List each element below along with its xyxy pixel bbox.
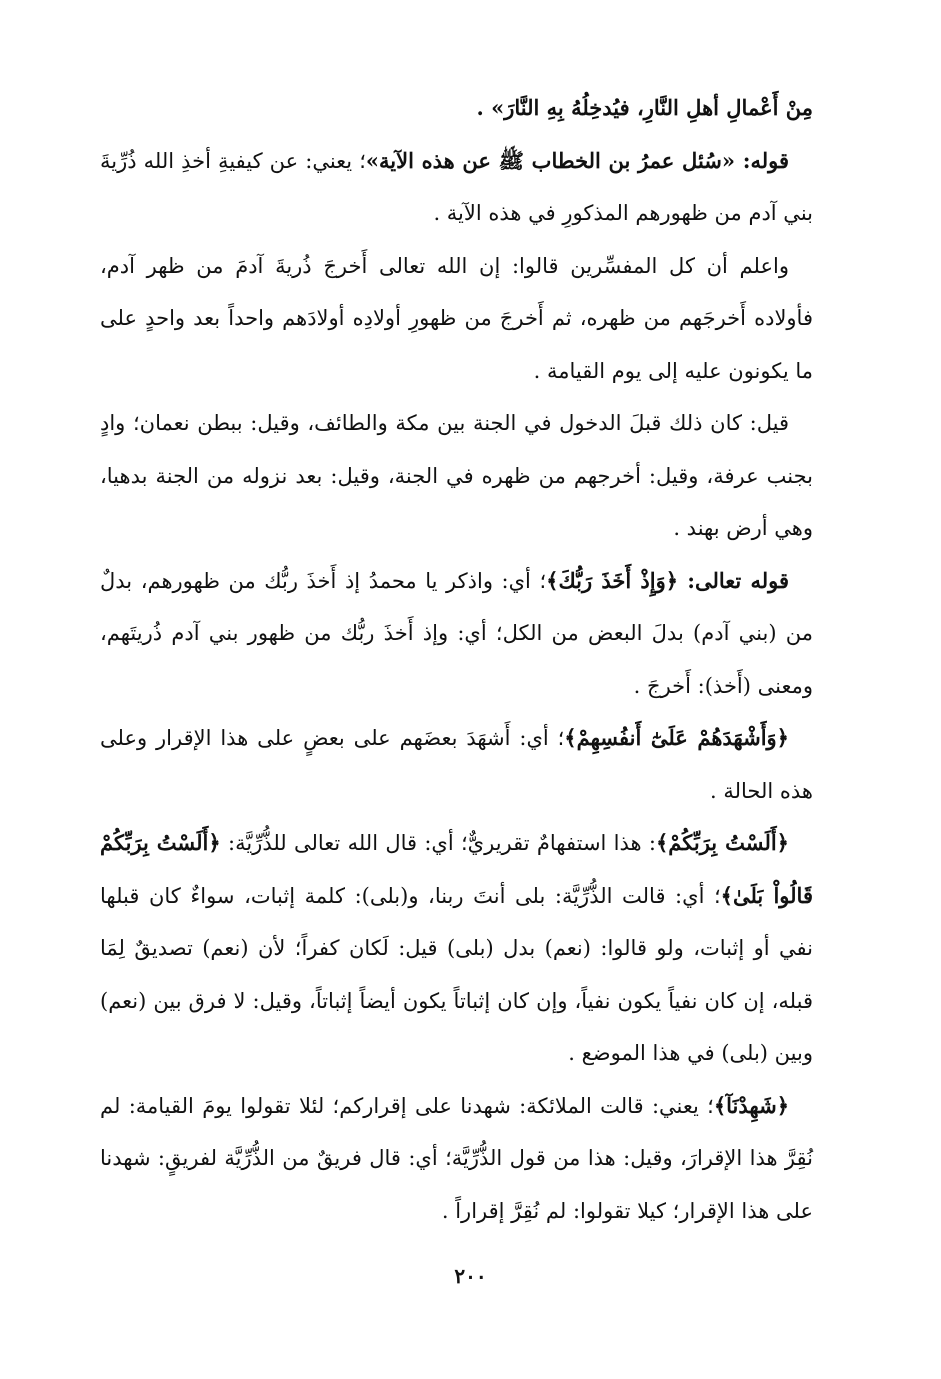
paragraph-3: [100, 397, 813, 555]
commentary-text: واعلم أن كل المفسِّرين قالوا: إن الله تعالى أَخرجَ ذُريةَ آدمَ من ظهر آدم، فأولاده أَخرجَهم من ظهره، ثم أَخرجَ من ظهورِ أولادِه أولادَهم واحداً بعد واحدٍ على ما يكونون عليه إلى يوم القيامة .: [100, 253, 813, 383]
commentary-text: ؛ أي: أَشهَدَ بعضَهم على بعضٍ على هذا الإقرار وعلى هذه الحالة .: [100, 726, 813, 803]
commentary-text: ؛ أي: واذكر يا محمدُ إذ أَخذَ ربُّك من ظهورهم، بدلٌ من (بني آدم) بدلَ البعض من الكل؛ أي: وإذ أَخذَ ربُّك من ظهور بني آدم ذُريتَهم، ومعنى (أَخذ): أَخرجَ .: [100, 568, 813, 698]
commentary-text: قيل: كان ذلك قبلَ الدخول في الجنة بين مكة والطائف، وقيل: ببطن نعمان؛ وادٍ بجنب عرفة، وقيل: أخرجهم من ظهره في الجنة، وقيل: بعد نزوله من الجنة بدهيا، وهي أرض بهند .: [100, 411, 813, 540]
paragraph-2: [100, 240, 813, 398]
commentary-text: ؛ أي: قالت الذُّرِّيَّة: بلى أنتَ ربنا، و(بلى): كلمة إثبات، سواءٌ كان قبلها نفي أو إثبات، ولو قالوا: (نعم) بدل (بلى) قيل: لَكان كفراً؛ لأن (نعم) تصديقٌ لِمَا قبله، إن كان نفياً يكون نفياً، وإن كان إثباتاً يكون أيضاً إثباتاً، وقيل: لا فرق بين (نعم) وبين (بلى) في هذا الموضع .: [100, 883, 813, 1065]
quran-verse: ﴿وَأَشْهَدَهُمْ عَلَىٰٓ أَنفُسِهِمْ﴾: [564, 725, 789, 750]
paragraph-7: [100, 1080, 813, 1238]
quran-verse: قوله تعالى: ﴿وَإِذْ أَخَذَ رَبُّكَ﴾: [546, 567, 789, 593]
paragraph-5: [100, 712, 813, 817]
commentary-text: ؛ يعني: عن كيفيةِ أخذِ الله ذُرِّيةَ بني آدم من ظهورهم المذكورِ في هذه الآية .: [100, 148, 813, 225]
quran-verse: ﴿أَلَسْتُ بِرَبِّكُمْ قَالُواْ بَلَىٰ﴾: [100, 830, 813, 908]
paragraph-0: [100, 82, 813, 135]
commentary-text: ؛ يعني: قالت الملائكة: شهدنا على إقراركم؛ لئلا تقولوا يومَ القيامة: لم نُقِرَّ هذا الإقرارَ، وقيل: هذا من قول الذُّرِّيَّة؛ أي: قال فريقٌ من الذُّرِّيَّة لفريقٍ: شهدنا على هذا الإقرار؛ كيلا تقولوا: لم نُقِرَّ إقراراً .: [100, 1093, 813, 1223]
paragraph-6: [100, 817, 813, 1080]
commentary-text: : هذا استفهامٌ تقريريٌّ؛ أي: قال الله تعالى للذُّرِّيَّة:: [220, 831, 656, 855]
quran-verse: ﴿أَلَسْتُ بِرَبِّكُمْ﴾: [656, 830, 789, 855]
page-number: ٢٠٠: [454, 1264, 487, 1288]
paragraph-1: [100, 135, 813, 240]
quran-verse: ﴿شَهِدْنَآ﴾: [713, 1092, 789, 1118]
hadith-quote-end: مِنْ أَعْمالِ أهلِ النَّارِ، فيُدخِلُهُ بِهِ النَّارَ» .: [476, 95, 813, 120]
page-body: [100, 82, 813, 1237]
paragraph-4: [100, 555, 813, 713]
quoted-phrase: قوله: «سُئل عمرُ بن الخطاب ﷺ عن هذه الآية»: [365, 147, 789, 173]
